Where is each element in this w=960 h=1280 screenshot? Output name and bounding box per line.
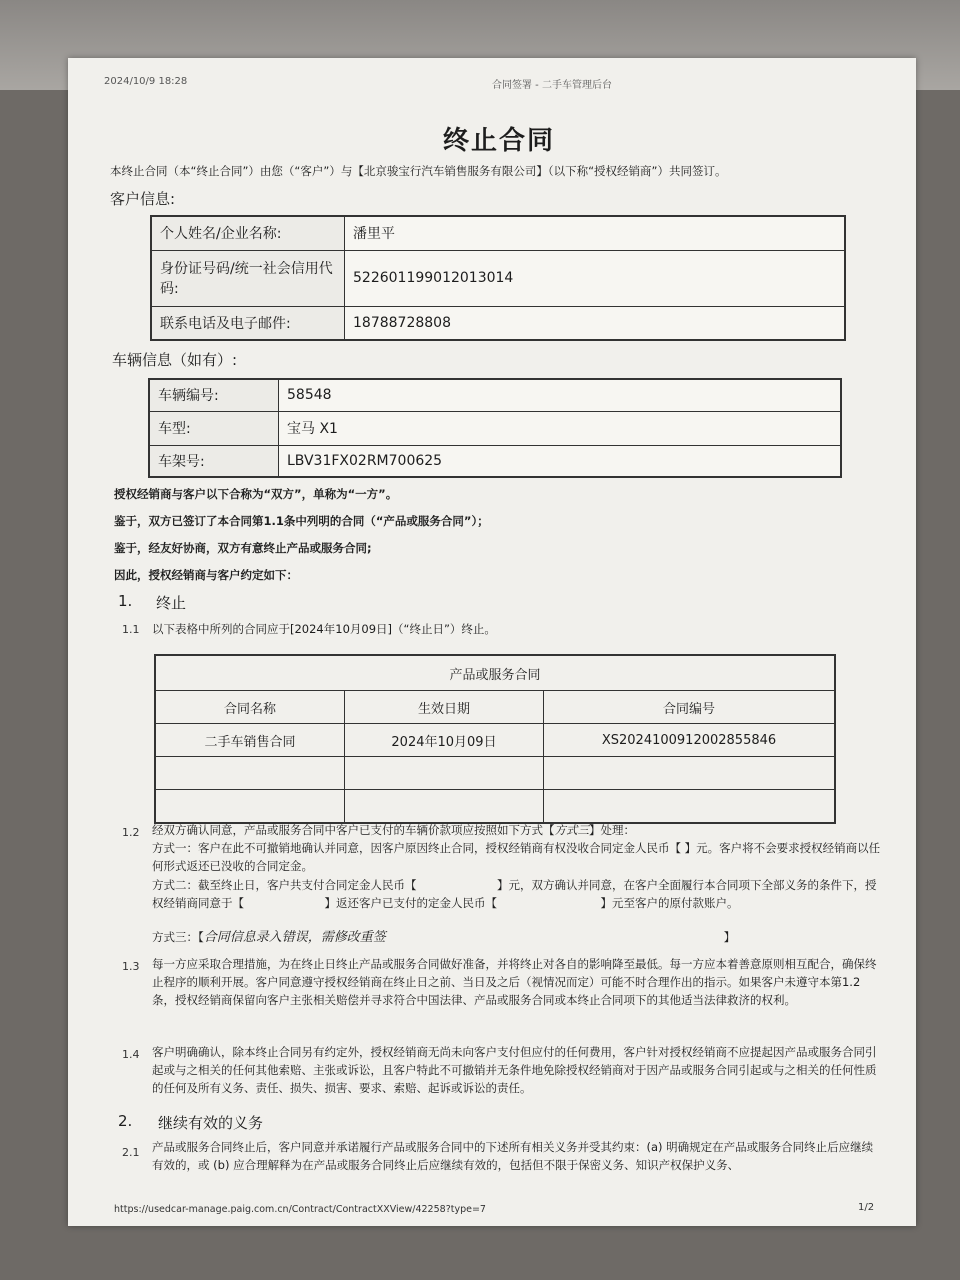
method-3-label: 方式三：【 — [152, 930, 204, 944]
vehicle-value: LBV31FX02RM700625 — [279, 445, 842, 477]
table-cell: 二手车销售合同 — [155, 724, 345, 757]
vehicle-value: 宝马 X1 — [279, 411, 842, 445]
clause-number: 1.4 — [122, 1048, 140, 1061]
table-row — [155, 724, 835, 757]
method-3 — [152, 928, 752, 947]
clause-2-1-text: 产品或服务合同终止后，客户同意并承诺履行产品或服务合同中的下述所有相关义务并受其约束：(a) 明确规定在产品或服务合同终止后应继续有效的，或 (b) 应合理解释为在产品或服务合同终止后应继续有效的，包括但不限于保密义务、知识产权保护义务、 — [152, 1140, 874, 1172]
print-site-title: 合同签署 - 二手车管理后台 — [492, 80, 612, 91]
vehicle-value: 58548 — [279, 379, 842, 411]
method-3-end: 】 — [723, 930, 736, 944]
clause-number: 1.1 — [122, 623, 140, 636]
customer-value: 522601199012013014 — [345, 250, 846, 306]
recital-2: 鉴于，经友好协商，双方有意终止产品或服务合同; — [114, 541, 372, 555]
vehicle-table — [148, 378, 842, 478]
contract-table-caption: 产品或服务合同 — [155, 655, 835, 691]
customer-heading: 客户信息: — [110, 190, 176, 208]
customer-label: 身份证号码/统一社会信用代码: — [151, 250, 345, 306]
column-header: 合同名称 — [155, 691, 345, 724]
customer-label: 个人姓名/企业名称: — [151, 216, 345, 250]
clause-1-1-text: 以下表格中所列的合同应于[2024年10月09日]（“终止日”）终止。 — [152, 622, 496, 636]
customer-value: 潘里平 — [345, 216, 846, 250]
clause-1-4-text: 客户明确确认，除本终止合同另有约定外，授权经销商无尚未向客户支付但应付的任何费用，客户针对授权经销商不应提起因产品或服务合同引起或与之相关的任何其他索赔、主张或诉讼，且客户特此不可撤销并无条件地免除授权经销商对于因产品或服务合同引起或与之相关的任何性质的任何及所有义务、责任、损失、损害、要求、索赔、起诉或诉讼的责任。 — [152, 1045, 877, 1095]
handwritten-method-3: 合同信息录入错误，需修改重签 — [203, 930, 386, 945]
customer-row — [151, 306, 845, 340]
section-1-number: 1. — [118, 592, 133, 610]
vehicle-heading: 车辆信息（如有）: — [112, 351, 238, 369]
intro-text: 本终止合同（本“终止合同”）由您（“客户”）与【北京骏宝行汽车销售服务有限公司】（以下称“授权经销商”）共同签订。 — [110, 164, 727, 178]
method-2: 方式二：截至终止日，客户共支付合同定金人民币【 】元，双方确认并同意，在客户全面履行本合同项下全部义务的条件下，授权经销商同意于【 】返还客户已支付的定金人民币【 】元至客户的原付款账户。 — [152, 878, 877, 910]
vehicle-row — [149, 411, 841, 445]
document-page — [68, 58, 916, 1226]
handwritten-choice: 方式三 — [554, 823, 589, 837]
doc-title: 终止合同 — [443, 126, 556, 156]
table-cell: XS20241009120028558​46 — [544, 724, 836, 757]
vehicle-label: 车型: — [149, 411, 279, 445]
customer-row — [151, 216, 845, 250]
clause-number: 1.3 — [122, 960, 140, 973]
print-datetime: 2024/10/9 18:28 — [104, 76, 188, 87]
vehicle-row — [149, 445, 841, 477]
table-row — [155, 757, 835, 790]
vehicle-label: 车架号: — [149, 445, 279, 477]
column-header: 生效日期 — [345, 691, 544, 724]
recital-1: 鉴于，双方已签订了本合同第1.1条中列明的合同（“产品或服务合同”）； — [114, 514, 489, 528]
footer-url: https://usedcar-manage.paig.com.cn/Contract/ContractXXView/42258?type=7 — [114, 1204, 486, 1215]
customer-table — [150, 215, 846, 341]
agreement-lead: 因此，授权经销商与客户约定如下： — [114, 568, 298, 582]
clause-1-2-lead — [152, 821, 882, 839]
clause-1-2-text: 经双方确认同意，产品或服务合同中客户已支付的车辆价款项应按照如下方式【 — [152, 823, 555, 837]
section-2-number: 2. — [118, 1112, 133, 1130]
clause-1-2-text-end: 】处理： — [589, 823, 635, 837]
section-1-title: 终止 — [156, 594, 187, 612]
section-2-title: 继续有效的义务 — [158, 1114, 264, 1132]
vehicle-row — [149, 379, 841, 411]
table-row — [155, 790, 835, 824]
clause-number: 2.1 — [122, 1146, 140, 1159]
clause-1-3-text: 每一方应采取合理措施，为在终止日终止产品或服务合同做好准备，并将终止对各自的影响降至最低。每一方应本着善意原则相互配合，确保终止程序的顺利开展。客户同意遵守授权经销商在终止日之前、当日及之后（视情况而定）可能不时合理作出的指示。如果客户未遵守本第1.2条，授权经销商保留向客户主张相关赔偿并寻求符合中国法律、产品或服务合同或本终止合同项下的其他适当法律救济的权利。 — [152, 957, 877, 1007]
table-cell: 2024年10月09日 — [345, 724, 544, 757]
customer-label: 联系电话及电子邮件: — [151, 306, 345, 340]
page-number: 1/2 — [858, 1202, 875, 1213]
column-header: 合同编号 — [544, 691, 836, 724]
customer-row — [151, 250, 845, 306]
customer-value: 18788728808 — [345, 306, 846, 340]
parties-definition: 授权经销商与客户以下合称为“双方”，单称为“一方”。 — [114, 487, 398, 501]
contract-table — [154, 654, 836, 824]
vehicle-label: 车辆编号: — [149, 379, 279, 411]
method-1: 方式一：客户在此不可撤销地确认并同意，因客户原因终止合同，授权经销商有权没收合同定金人民币【 】元。客户将不会要求授权经销商以任何形式返还已没收的合同定金。 — [152, 841, 881, 873]
clause-number: 1.2 — [122, 826, 140, 839]
